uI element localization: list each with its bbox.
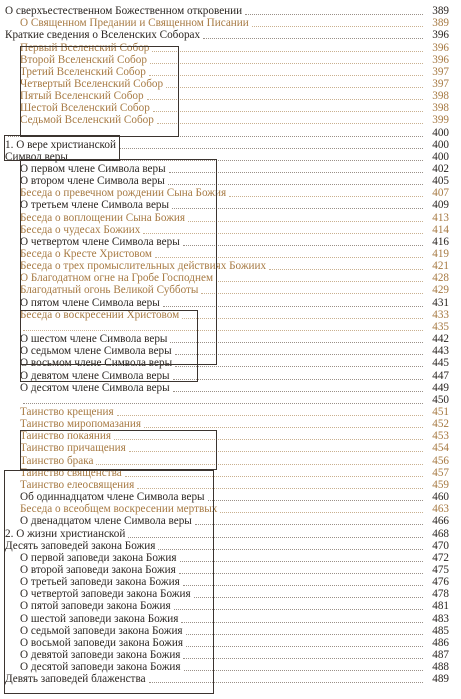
toc-entry-title: О пятой заповеди закона Божия [20, 600, 171, 613]
dot-leader [152, 50, 423, 52]
toc-entry-title: О шестом члене Символа веры [20, 333, 168, 346]
toc-entry-page: 475 [432, 563, 449, 576]
toc-entry-title: Второй Вселенский Собор [20, 53, 147, 66]
toc-entry-title: О четвертой заповеди закона Божия [20, 588, 191, 601]
frame-commandments [4, 470, 214, 694]
toc-entry-title: 2. О жизни христианской [5, 527, 126, 540]
toc-entry-title: О седьмой заповеди закона Божия [20, 624, 183, 637]
toc-entry-page: 400 [432, 150, 449, 163]
toc-entry-title: Беседа о Кресте Христовом [20, 248, 152, 260]
toc-entry-page: 487 [432, 649, 449, 661]
toc-entry-title: О двенадцатом члене Символа веры [20, 515, 192, 528]
dot-leader [186, 633, 423, 635]
toc-entry-title: Таинство причащения [20, 442, 126, 455]
toc-entry-title: Беседа о воскресении Христовом [20, 308, 180, 321]
toc-entry-page: 421 [432, 260, 449, 273]
toc-entry-title: О второй заповеди закона Божия [20, 563, 176, 576]
toc-entry-page: 413 [432, 211, 449, 224]
dot-leader [147, 98, 423, 100]
dot-leader [183, 584, 423, 586]
dot-leader [150, 62, 423, 64]
toc-entry-page: 472 [432, 551, 449, 564]
dot-leader [220, 511, 423, 513]
dot-leader [183, 244, 423, 246]
toc-entry-title: Символ веры [5, 150, 68, 163]
dot-leader [194, 596, 423, 598]
toc-entry-title: О пятом члене Символа веры [20, 296, 160, 309]
toc-entry-page: 407 [432, 187, 449, 200]
toc-entry [0, 29, 461, 41]
toc-entry [0, 406, 461, 418]
dot-leader [166, 86, 423, 88]
toc-entry-page: 456 [432, 454, 449, 467]
toc-entry [0, 5, 461, 17]
toc-entry-page: 457 [432, 466, 449, 479]
toc-entry-title: Седьмой Вселенский Собор [20, 114, 154, 127]
toc-entry-page: 400 [432, 138, 449, 151]
toc-entry-page: 443 [432, 345, 449, 358]
toc-entry-page: 445 [432, 357, 449, 370]
toc-entry-page: 429 [432, 284, 449, 297]
toc-entry-title: Таинство елеосвящения [20, 478, 135, 491]
dot-leader [179, 572, 423, 574]
toc-entry-page: 481 [432, 600, 449, 613]
toc-entry-page: 454 [432, 442, 449, 455]
toc-entry-page: 488 [432, 661, 449, 674]
toc-entry-title: О девятом члене Символа веры [20, 369, 170, 382]
toc-entry-title: О первом члене Символа веры [20, 163, 166, 175]
toc-entry-title: Четвертый Вселенский Собор [20, 77, 164, 90]
toc-entry-page: 478 [432, 588, 449, 601]
dot-leader [180, 560, 423, 562]
toc-entry-title: Первый Вселенский Собор [20, 41, 150, 54]
toc-entry-page: 398 [432, 90, 449, 102]
toc-entry-page: 470 [432, 539, 449, 552]
toc-entry-title: Девять заповедей блаженства [5, 673, 146, 686]
dot-leader [184, 669, 423, 671]
toc-entry-page: 463 [432, 503, 449, 516]
toc-entry-page: 486 [432, 636, 449, 649]
toc-entry-title: Беседа о превечном рождении Сына Божия [20, 187, 227, 200]
dot-leader [117, 414, 423, 416]
toc-entry-title: О Священном Предании и Священном Писании [20, 17, 249, 30]
dot-leader [175, 365, 423, 367]
dot-leader [229, 195, 423, 197]
toc-entry-page: 442 [432, 333, 449, 346]
toc-entry-page: 449 [432, 381, 449, 394]
toc-entry-title: О десятом члене Символа веры [20, 381, 170, 394]
frame-faith-heading [4, 135, 120, 161]
toc-entry-page: 450 [432, 393, 449, 406]
toc-entry-title: О третьем члене Символа веры [20, 199, 170, 212]
toc-entry-title: Об одиннадцатом члене Символа веры [20, 491, 205, 503]
toc-entry-title: Беседа о чудесах Божиих [20, 223, 141, 236]
toc-entry-page: 453 [432, 430, 449, 443]
toc-entry-page: 400 [432, 126, 449, 139]
toc-entry-page: 397 [432, 65, 449, 78]
toc-entry-title: Таинство покаяния [20, 430, 112, 443]
toc-entry-title: Беседа о трех промыслительных действиях Божиих [20, 260, 267, 273]
toc-entry-title: Шестой Вселенский Собор [20, 102, 150, 115]
toc-entry-page: 398 [432, 102, 449, 115]
toc-entry-page: 431 [432, 296, 449, 309]
toc-entry-page: 416 [432, 235, 449, 248]
dot-leader [188, 220, 423, 222]
toc-entry-title: О втором члене Символа веры [20, 175, 165, 188]
toc-entry [0, 418, 461, 430]
toc-entry-page: 396 [432, 53, 449, 66]
toc-entry-title: О десятой заповеди закона Божия [20, 661, 181, 674]
dot-leader [201, 292, 423, 294]
toc-entry-title: О сверхъестественном Божественном откровении [5, 5, 243, 17]
toc-entry-title: Десять заповедей закона Божия [5, 539, 156, 552]
dot-leader [186, 645, 423, 647]
dot-leader [181, 621, 423, 623]
toc-entry-title: Третий Вселенский Собор [20, 65, 146, 78]
toc-entry-page: 428 [432, 272, 449, 285]
toc-entry-page: 402 [432, 163, 449, 175]
dot-leader [23, 402, 423, 404]
frame-council-list [20, 46, 179, 137]
toc-entry-title: О третьей заповеди закона Божия [20, 576, 180, 589]
dot-leader [119, 147, 423, 149]
dot-leader [269, 268, 423, 270]
dot-leader [216, 280, 423, 282]
toc-entry-page: 389 [432, 17, 449, 30]
toc-entry-page: 459 [432, 478, 449, 491]
toc-entry-page: 405 [432, 175, 449, 188]
toc-entry-title: Таинство крещения [20, 405, 114, 418]
dot-leader [144, 426, 423, 428]
toc-entry-title: О девятой заповеди закона Божия [20, 649, 181, 661]
toc-entry-title: О четвертом члене Символа веры [20, 235, 180, 248]
toc-entry-page: 483 [432, 612, 449, 625]
toc-entry-title: О шестой заповеди закона Божия [20, 612, 179, 625]
toc-entry-title: Беседа о всеобщем воскресении мертвых [20, 503, 218, 516]
toc-entry-page: 451 [432, 405, 449, 418]
dot-leader [183, 657, 423, 659]
dot-leader [245, 13, 423, 15]
toc-entry-title: О Благодатном огне на Гробе Господнем [20, 272, 214, 285]
toc-entry-page: 414 [432, 223, 449, 236]
toc-entry-page: 476 [432, 576, 449, 589]
toc-entry-page: 447 [432, 369, 449, 382]
dot-leader [149, 74, 423, 76]
dot-leader [157, 122, 423, 124]
toc-entry-page: 452 [432, 418, 449, 431]
toc-entry-page: 433 [432, 308, 449, 321]
dot-leader [173, 378, 423, 380]
toc-entry-page: 485 [432, 624, 449, 637]
dot-leader [203, 37, 423, 39]
toc-entry-page: 435 [432, 320, 449, 333]
toc-entry-page: 489 [432, 673, 449, 686]
dot-leader [195, 523, 423, 525]
toc-entry-page: 466 [432, 515, 449, 528]
toc-entry-title: О седьмом члене Символа веры [20, 345, 172, 358]
toc-entry-title: О восьмой заповеди закона Божия [20, 636, 184, 649]
toc-entry-title: Беседа о воплощении Сына Божия [20, 211, 186, 224]
toc-entry-title: О первой заповеди закона Божия [20, 551, 177, 564]
toc-entry-title: Краткие сведения о Вселенских Соборах [5, 29, 201, 42]
toc-entry-page: 399 [432, 114, 449, 127]
toc-entry-page: 460 [432, 491, 449, 503]
toc-entry-title: Таинство священства [20, 466, 122, 479]
toc-entry-title: Пятый Вселенский Собор [20, 90, 144, 102]
toc-entry-title: О восьмом члене Символа веры [20, 357, 173, 370]
dot-leader [182, 317, 423, 319]
toc-entry-page: 396 [432, 41, 449, 54]
dot-leader [173, 390, 423, 392]
toc-entry-page: 389 [432, 5, 449, 17]
toc-entry-page: 397 [432, 77, 449, 90]
dot-leader [153, 110, 423, 112]
toc-entry-page: 396 [432, 29, 449, 42]
toc-entry-page: 409 [432, 199, 449, 212]
toc-entry [0, 382, 461, 394]
toc-entry-title: Таинство миропомазания [20, 418, 142, 431]
dot-leader [252, 25, 423, 27]
toc-entry [0, 17, 461, 29]
toc-entry-page: 468 [432, 527, 449, 540]
toc-entry-title: Таинство брака [20, 454, 94, 467]
toc-entry-title: Благодатный огонь Великой Субботы [20, 284, 199, 297]
frame-middle-articles [20, 310, 198, 382]
frame-last-articles [20, 430, 217, 470]
toc-entry-page: 419 [432, 248, 449, 260]
toc-entry [0, 394, 461, 406]
toc-entry-title: 1. О вере христианской [5, 138, 116, 151]
dot-leader [208, 499, 423, 501]
